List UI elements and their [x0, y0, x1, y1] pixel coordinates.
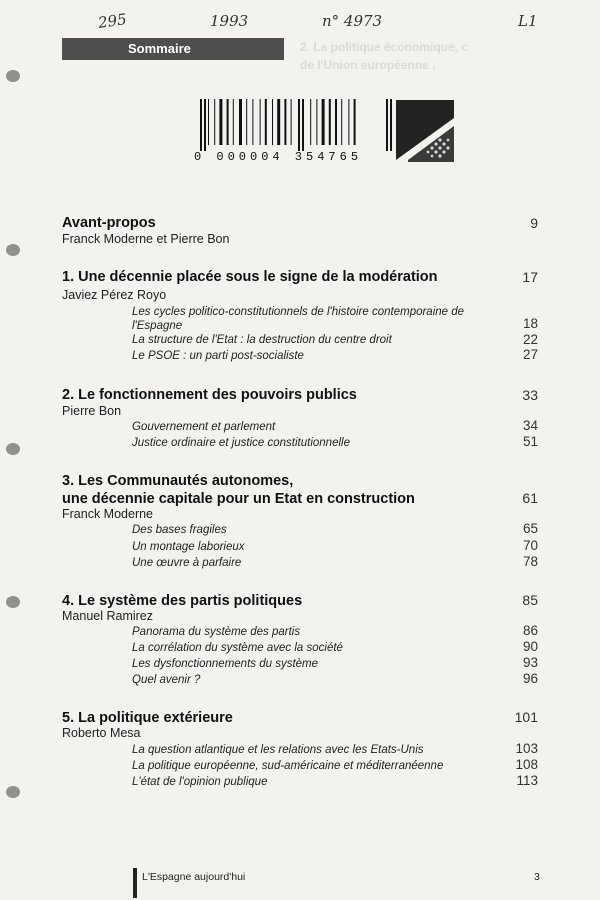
subsection-page: 86 — [522, 623, 538, 638]
bleed-through-text: 2. La politique économique, c — [300, 40, 469, 54]
handwritten-note: n° 4973 — [322, 12, 383, 30]
barcode-bar — [341, 99, 342, 145]
punch-hole — [6, 786, 20, 798]
section-author: Manuel Ramirez — [62, 609, 154, 623]
section-page: 85 — [522, 592, 538, 608]
sommaire-header: Sommaire — [62, 38, 284, 60]
barcode-bar — [214, 99, 215, 145]
barcode-bar — [252, 99, 253, 145]
barcode-icon — [196, 97, 396, 155]
section-title: 4. Le système des partis politiques — [62, 593, 303, 609]
subsection-page: 34 — [522, 418, 538, 433]
punch-hole — [6, 443, 20, 455]
section-author: Javiez Pérez Royo — [62, 288, 167, 302]
footer-title: L'Espagne aujourd'hui — [142, 871, 246, 883]
subsection-entry: La structure de l'Etat : la destruction du centre droit — [132, 334, 392, 346]
subsection-entry: Gouvernement et parlement — [132, 421, 276, 433]
barcode-bar — [322, 99, 325, 145]
subsection-entry: Les cycles politico-constitutionnels de l'histoire contemporaine de l'Espagne — [132, 306, 465, 332]
footer-rule — [133, 868, 137, 898]
barcode-bar — [239, 99, 242, 145]
subsection-page: 108 — [515, 757, 538, 772]
subsection-page: 103 — [515, 741, 538, 756]
section-title-line1: 3. Les Communautés autonomes, — [62, 473, 294, 489]
section-page: 9 — [530, 215, 538, 231]
subsection-page: 113 — [516, 773, 538, 788]
handwritten-note: L1 — [518, 12, 538, 30]
section-title: 5. La politique extérieure — [62, 710, 233, 726]
barcode-bar — [277, 99, 280, 145]
section-author: Roberto Mesa — [62, 726, 141, 740]
subsection-page: 78 — [522, 554, 538, 569]
barcode-bar — [227, 99, 229, 145]
subsection-entry: La corrélation du système avec la société — [132, 642, 343, 654]
section-title: Avant-propos — [62, 215, 156, 231]
barcode-bar — [348, 99, 349, 145]
subsection-entry: Le PSOE : un parti post-socialiste — [132, 350, 304, 362]
subsection-page: 70 — [522, 538, 538, 553]
barcode-bar — [208, 99, 209, 145]
publisher-logo-icon — [394, 100, 454, 162]
punch-hole — [6, 596, 20, 608]
barcode-bar — [329, 99, 331, 145]
barcode-bar — [246, 99, 247, 145]
section-title: 2. Le fonctionnement des pouvoirs publics — [62, 387, 357, 403]
barcode-bar — [272, 99, 273, 145]
section-title-line2: une décennie capitale pour un Etat en construction — [62, 491, 415, 507]
subsection-entry: L'état de l'opinion publique — [132, 776, 268, 788]
section-author: Pierre Bon — [62, 404, 122, 418]
subsection-entry: Quel avenir ? — [132, 674, 201, 686]
subsection-entry: Une œuvre à parfaire — [132, 557, 242, 569]
subsection-page: 27 — [522, 347, 538, 362]
punch-hole — [6, 70, 20, 82]
section-author: Franck Moderne et Pierre Bon — [62, 232, 230, 246]
section-page: 101 — [514, 709, 538, 725]
subsection-entry: Justice ordinaire et justice constitutionnelle — [132, 437, 350, 449]
section-title: 1. Une décennie placée sous le signe de la modération — [62, 269, 438, 285]
section-page: 33 — [522, 387, 538, 403]
barcode-bar — [233, 99, 234, 145]
barcode-bar — [260, 99, 261, 145]
punch-hole — [6, 244, 20, 256]
barcode-bar — [354, 99, 356, 145]
subsection-page: 22 — [522, 332, 538, 347]
subsection-page: 18 — [522, 316, 538, 331]
barcode-bar — [310, 99, 311, 145]
barcode-bar — [291, 99, 292, 145]
barcode-bar — [335, 99, 337, 145]
subsection-page: 96 — [522, 671, 538, 686]
subsection-entry: La question atlantique et les relations avec les Etats-Unis — [132, 744, 424, 756]
subsection-page: 65 — [522, 521, 538, 536]
section-page: 61 — [522, 490, 538, 506]
section-page: 17 — [522, 269, 538, 285]
subsection-entry: La politique européenne, sud-américaine et méditerranéenne — [132, 760, 444, 772]
bleed-through-text: de l'Union européenne , — [300, 58, 436, 72]
subsection-entry: Un montage laborieux — [132, 541, 245, 553]
footer-page-number: 3 — [534, 871, 540, 883]
subsection-entry: Des bases fragiles — [132, 524, 227, 536]
barcode-bar — [219, 99, 222, 145]
handwritten-note: 1993 — [210, 12, 249, 30]
subsection-page: 93 — [522, 655, 538, 670]
barcode-bar — [265, 99, 267, 145]
barcode-bar — [316, 99, 317, 145]
subsection-page: 51 — [522, 434, 538, 449]
subsection-page: 90 — [522, 639, 538, 654]
barcode-bar — [284, 99, 286, 145]
section-author: Franck Moderne — [62, 507, 154, 521]
subsection-entry: Les dysfonctionnements du système — [132, 658, 319, 670]
subsection-entry: Panorama du système des partis — [132, 626, 301, 638]
handwritten-note: 295 — [96, 10, 128, 32]
barcode-digits: 0 000004 354765 — [194, 150, 363, 164]
